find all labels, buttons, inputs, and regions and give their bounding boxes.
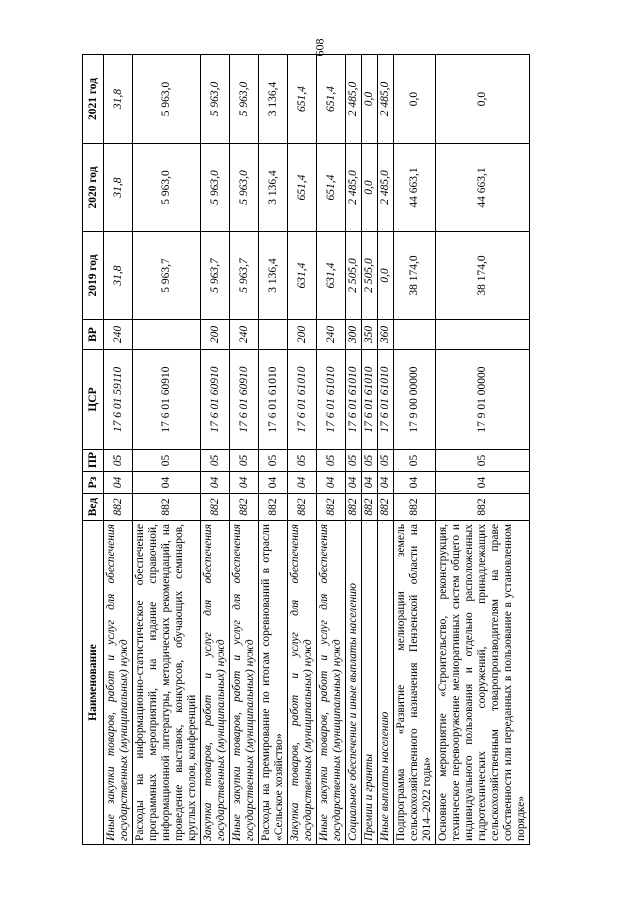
cell-vr: 200 — [201, 320, 230, 350]
cell-pr: 05 — [436, 450, 530, 472]
cell-ved: 882 — [362, 494, 378, 521]
cell-pr: 05 — [394, 450, 436, 472]
cell-name: Иные закупки товаров, работ и услуг для обеспечения государственных (муниципальных) нужд — [230, 521, 259, 845]
cell-y2021: 5 963,0 — [230, 55, 259, 144]
cell-y2020: 3 136,4 — [259, 144, 288, 232]
cell-y2020: 5 963,0 — [201, 144, 230, 232]
table-row — [346, 55, 362, 845]
cell-rz: 04 — [346, 472, 362, 494]
cell-rz: 04 — [259, 472, 288, 494]
cell-y2020: 5 963,0 — [230, 144, 259, 232]
cell-y2020: 5 963,0 — [133, 144, 201, 232]
cell-name: Иные выплаты населению — [378, 521, 394, 845]
cell-y2019: 2 505,0 — [346, 232, 362, 320]
cell-y2019: 38 174,0 — [394, 232, 436, 320]
table-row — [259, 55, 288, 845]
cell-y2019: 2 505,0 — [362, 232, 378, 320]
rotated-table-container — [82, 55, 537, 845]
table-header-row — [83, 55, 104, 845]
cell-y2020: 44 663,1 — [436, 144, 530, 232]
cell-vr: 240 — [230, 320, 259, 350]
cell-csr: 17 6 01 60910 — [201, 350, 230, 450]
cell-y2019: 5 963,7 — [230, 232, 259, 320]
header-pr: ПР — [83, 450, 104, 472]
cell-rz: 04 — [288, 472, 317, 494]
cell-y2021: 5 963,0 — [133, 55, 201, 144]
cell-ved: 882 — [378, 494, 394, 521]
cell-name: Иные закупки товаров, работ и услуг для обеспечения государственных (муниципальных) нужд — [317, 521, 346, 845]
table-row — [394, 55, 436, 845]
cell-pr: 05 — [378, 450, 394, 472]
cell-vr: 240 — [104, 320, 133, 350]
cell-pr: 05 — [230, 450, 259, 472]
cell-csr: 17 6 01 61010 — [288, 350, 317, 450]
cell-y2021: 0,0 — [394, 55, 436, 144]
cell-name: Премии и гранты — [362, 521, 378, 845]
header-2019: 2019 год — [83, 232, 104, 320]
cell-vr — [394, 320, 436, 350]
cell-vr: 240 — [317, 320, 346, 350]
cell-rz: 04 — [436, 472, 530, 494]
cell-y2019: 5 963,7 — [133, 232, 201, 320]
table-row — [288, 55, 317, 845]
table-row — [201, 55, 230, 845]
header-vr: ВР — [83, 320, 104, 350]
cell-pr: 05 — [201, 450, 230, 472]
page-number: 608 — [312, 38, 327, 57]
cell-vr: 360 — [378, 320, 394, 350]
cell-ved: 882 — [230, 494, 259, 521]
cell-y2020: 0,0 — [362, 144, 378, 232]
cell-pr: 05 — [104, 450, 133, 472]
cell-y2021: 0,0 — [362, 55, 378, 144]
cell-csr: 17 9 00 00000 — [394, 350, 436, 450]
cell-name: Закупка товаров, работ и услуг для обеспечения государственных (муниципальных) нужд — [201, 521, 230, 845]
cell-pr: 05 — [288, 450, 317, 472]
cell-csr: 17 6 01 61010 — [259, 350, 288, 450]
table-row — [378, 55, 394, 845]
cell-vr: 300 — [346, 320, 362, 350]
cell-csr: 17 6 01 61010 — [362, 350, 378, 450]
cell-name: Расходы на премирование по итогам соревнований в отрасли «Сельское хозяйство» — [259, 521, 288, 845]
cell-name: Основное мероприятие «Строительство, реконструкция, техническое перевооружение мелиоративных систем общего и индивидуального пользования и отдельно расположенных гидротехнических сооружений, принадлежащих сельскохозяйственным товаропроизводителям на праве собственности или переданных в пользование в установленном порядке» — [436, 521, 530, 845]
cell-rz: 04 — [201, 472, 230, 494]
cell-rz: 04 — [362, 472, 378, 494]
cell-name: Расходы на информационно-статистическое обеспечение программных мероприятий, на издание справочной, информационной литературы, методических рекомендаций, на проведение выставок, конкурсов, обучающих семинаров, круглых столов, конференций — [133, 521, 201, 845]
cell-rz: 04 — [133, 472, 201, 494]
cell-ved: 882 — [346, 494, 362, 521]
cell-csr: 17 6 01 59110 — [104, 350, 133, 450]
cell-csr: 17 6 01 60910 — [133, 350, 201, 450]
cell-ved: 882 — [394, 494, 436, 521]
cell-y2021: 2 485,0 — [378, 55, 394, 144]
cell-vr — [259, 320, 288, 350]
cell-y2019: 631,4 — [317, 232, 346, 320]
cell-name: Подпрограмма «Развитие мелиорации земель сельскохозяйственного назначения Пензенской области на 2014–2022 годы» — [394, 521, 436, 845]
cell-y2020: 651,4 — [288, 144, 317, 232]
cell-ved: 882 — [201, 494, 230, 521]
table-row — [230, 55, 259, 845]
header-ved: Вед — [83, 494, 104, 521]
cell-vr: 200 — [288, 320, 317, 350]
header-name: Наименование — [83, 521, 104, 845]
cell-rz: 04 — [378, 472, 394, 494]
cell-vr — [133, 320, 201, 350]
cell-ved: 882 — [288, 494, 317, 521]
cell-pr: 05 — [346, 450, 362, 472]
cell-y2019: 31,8 — [104, 232, 133, 320]
cell-y2021: 2 485,0 — [346, 55, 362, 144]
table-row — [104, 55, 133, 845]
cell-name: Социальное обеспечение и иные выплаты населению — [346, 521, 362, 845]
table-body — [104, 55, 530, 845]
cell-y2020: 2 485,0 — [346, 144, 362, 232]
cell-ved: 882 — [104, 494, 133, 521]
cell-csr: 17 6 01 60910 — [230, 350, 259, 450]
cell-y2021: 31,8 — [104, 55, 133, 144]
header-2020: 2020 год — [83, 144, 104, 232]
cell-y2019: 631,4 — [288, 232, 317, 320]
cell-y2020: 44 663,1 — [394, 144, 436, 232]
cell-y2021: 0,0 — [436, 55, 530, 144]
cell-y2020: 651,4 — [317, 144, 346, 232]
cell-pr: 05 — [317, 450, 346, 472]
table-row — [133, 55, 201, 845]
cell-rz: 04 — [104, 472, 133, 494]
cell-vr — [436, 320, 530, 350]
budget-table — [82, 54, 530, 845]
cell-pr: 05 — [133, 450, 201, 472]
table-row — [317, 55, 346, 845]
cell-y2021: 5 963,0 — [201, 55, 230, 144]
cell-y2019: 38 174,0 — [436, 232, 530, 320]
cell-y2019: 3 136,4 — [259, 232, 288, 320]
cell-ved: 882 — [317, 494, 346, 521]
cell-y2020: 2 485,0 — [378, 144, 394, 232]
cell-name: Иные закупки товаров, работ и услуг для обеспечения государственных (муниципальных) нужд — [104, 521, 133, 845]
cell-y2021: 3 136,4 — [259, 55, 288, 144]
header-csr: ЦСР — [83, 350, 104, 450]
cell-vr: 350 — [362, 320, 378, 350]
cell-ved: 882 — [259, 494, 288, 521]
cell-rz: 04 — [230, 472, 259, 494]
cell-y2021: 651,4 — [317, 55, 346, 144]
cell-y2021: 651,4 — [288, 55, 317, 144]
cell-csr: 17 6 01 61010 — [317, 350, 346, 450]
cell-pr: 05 — [362, 450, 378, 472]
cell-y2019: 5 963,7 — [201, 232, 230, 320]
cell-ved: 882 — [436, 494, 530, 521]
header-rz: Рз — [83, 472, 104, 494]
cell-name: Закупка товаров, работ и услуг для обеспечения государственных (муниципальных) нужд — [288, 521, 317, 845]
cell-ved: 882 — [133, 494, 201, 521]
cell-csr: 17 9 01 00000 — [436, 350, 530, 450]
cell-rz: 04 — [394, 472, 436, 494]
cell-y2019: 0,0 — [378, 232, 394, 320]
cell-csr: 17 6 01 61010 — [378, 350, 394, 450]
cell-rz: 04 — [317, 472, 346, 494]
cell-y2020: 31,8 — [104, 144, 133, 232]
table-row — [436, 55, 530, 845]
table-row — [362, 55, 378, 845]
header-2021: 2021 год — [83, 55, 104, 144]
cell-csr: 17 6 01 61010 — [346, 350, 362, 450]
cell-pr: 05 — [259, 450, 288, 472]
